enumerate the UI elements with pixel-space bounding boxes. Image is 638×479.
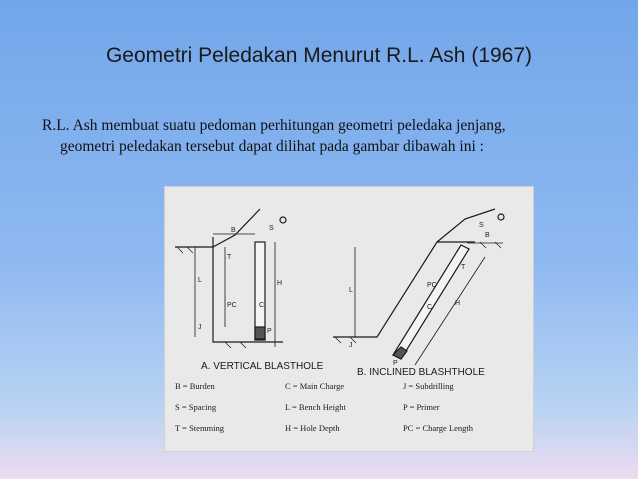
blasting-geometry-diagram [165,187,533,451]
legend-item: J = Subdrilling [403,381,454,391]
label-C-inclined: C [427,304,433,311]
slide-body-text [42,115,602,157]
label-P-inclined: P [393,360,398,367]
legend-item: P = Primer [403,402,440,412]
body-line-2: geometri peledakan tersebut dapat dilihat pada gambar dibawah ini : [60,138,484,155]
label-B-vertical: B [231,227,236,234]
vertical-hole [255,242,265,340]
label-PC-inclined: PC [427,282,437,289]
vertical-primer [255,327,265,339]
legend-item: PC = Charge Length [403,423,474,433]
legend-item: C = Main Charge [285,381,345,391]
label-L-inclined: L [349,287,353,294]
body-line-1: R.L. Ash membuat suatu pedoman perhitungan geometri peledaka jenjang, [42,117,506,134]
caption-vertical-blasthole: A. VERTICAL BLASTHOLE [201,361,324,372]
label-T-vertical: T [227,254,232,261]
legend-item: B = Burden [175,381,215,391]
label-J-inclined: J [349,342,353,349]
slide-title: Geometri Peledakan Menurut R.L. Ash (1967) [105,44,533,67]
label-S-vertical: S [269,225,274,232]
label-H-inclined: H [455,300,461,307]
label-H-vertical: H [277,280,283,287]
label-C-vertical: C [259,302,265,309]
legend-item: H = Hole Depth [285,423,340,433]
label-S-inclined: S [479,222,484,229]
blasting-geometry-figure [164,186,534,452]
caption-inclined-blasthole: B. INCLINED BLASHTHOLE [357,367,485,378]
label-PC-vertical: PC [227,302,237,309]
label-J-vertical: J [198,324,202,331]
label-T-inclined: T [461,264,466,271]
legend-item: S = Spacing [175,402,217,412]
label-B-inclined: B [485,232,490,239]
legend-item: L = Bench Height [285,402,346,412]
label-L-vertical: L [198,277,202,284]
label-P-vertical: P [267,328,272,335]
legend-item: T = Stemming [175,423,225,433]
